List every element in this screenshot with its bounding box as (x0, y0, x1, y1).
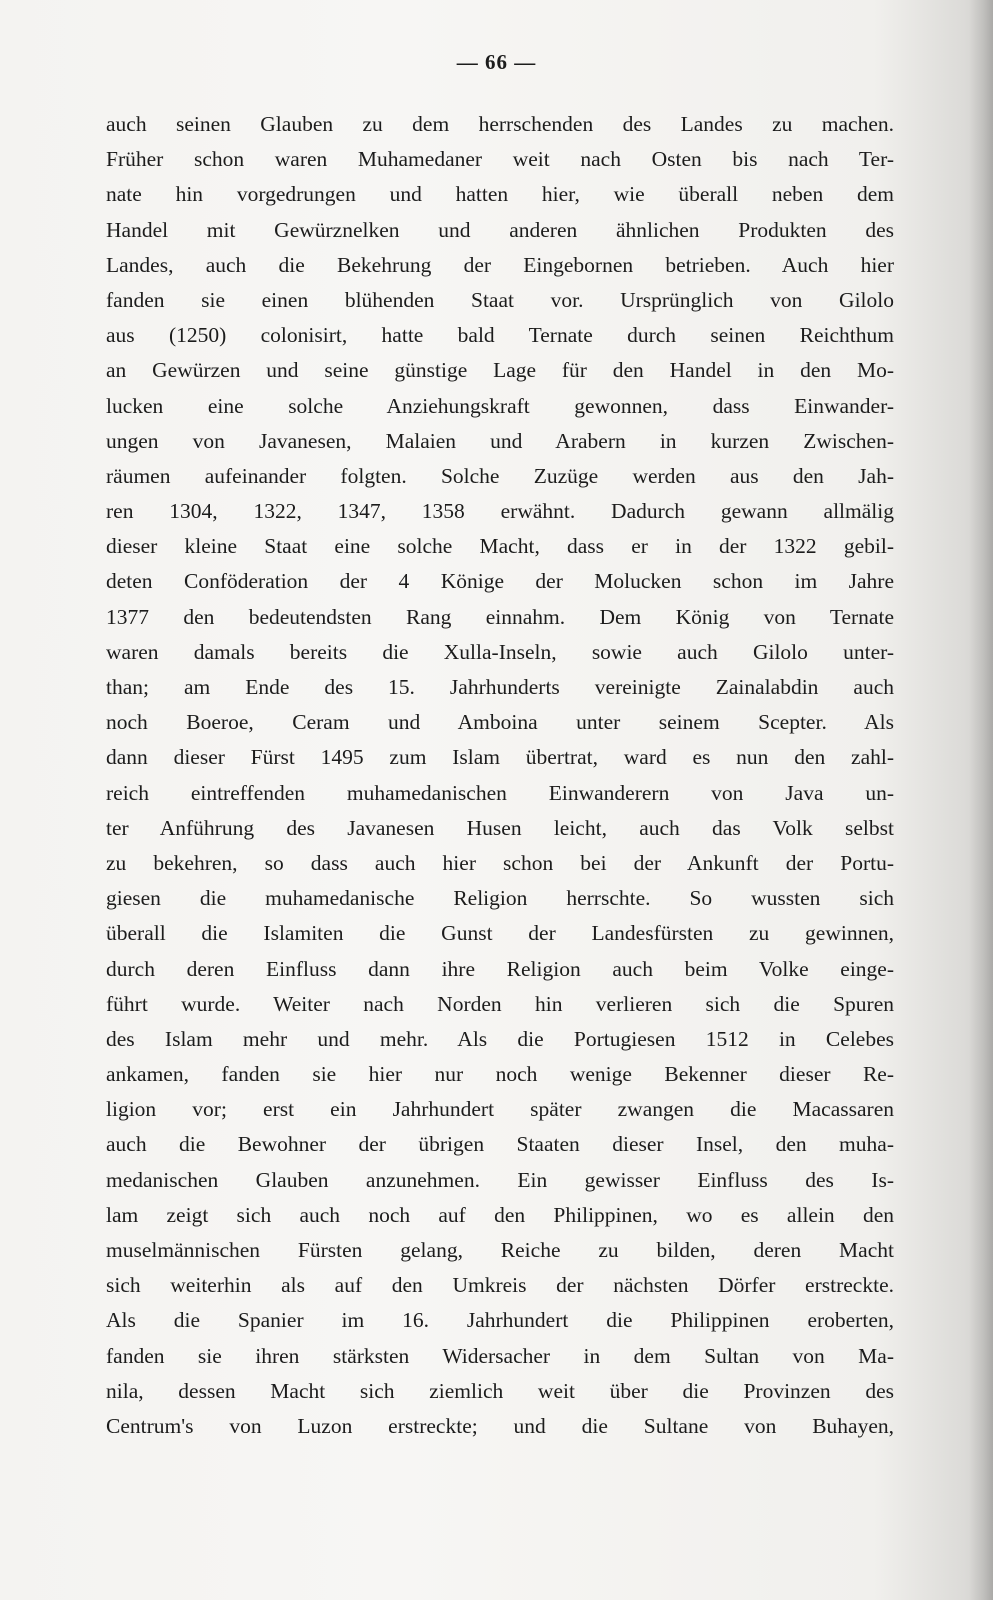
text-line: lucken eine solche Anziehungskraft gewonnen, dass Einwander- (106, 393, 894, 418)
text-line: ligion vor; erst ein Jahrhundert später zwangen die Macassaren (106, 1097, 894, 1122)
text-line: Als die Spanier im 16. Jahrhundert die Philippinen eroberten, (106, 1308, 894, 1333)
text-line: ter Anführung des Javanesen Husen leicht, auch das Volk selbst (106, 815, 894, 840)
text-line: auch seinen Glauben zu dem herrschenden des Landes zu machen. (106, 112, 894, 136)
text-line: dieser kleine Staat eine solche Macht, dass er in der 1322 gebil- (106, 534, 894, 559)
text-line: Centrum's von Luzon erstreckte; und die Sultane von Buhayen, (106, 1413, 894, 1438)
text-line: lam zeigt sich auch noch auf den Philippinen, wo es allein den (106, 1202, 894, 1227)
page-edge-shadow (969, 0, 993, 1600)
text-line: zu bekehren, so dass auch hier schon bei der Ankunft der Portu- (106, 850, 894, 875)
text-line: räumen aufeinander folgten. Solche Zuzüge werden aus den Jah- (106, 463, 894, 488)
text-line: nate hin vorgedrungen und hatten hier, wie überall neben dem (106, 182, 894, 207)
text-line: reich eintreffenden muhamedanischen Einwanderern von Java un- (106, 780, 894, 805)
text-line: than; am Ende des 15. Jahrhunderts vereinigte Zainalabdin auch (106, 675, 894, 699)
text-line: deten Conföderation der 4 Könige der Molucken schon im Jahre (106, 569, 894, 594)
text-line: noch Boeroe, Ceram und Amboina unter seinem Scepter. Als (106, 710, 894, 735)
text-line: aus (1250) colonisirt, hatte bald Ternate durch seinen Reichthum (106, 323, 894, 348)
text-line: überall die Islamiten die Gunst der Landesfürsten zu gewinnen, (106, 921, 894, 946)
text-line: des Islam mehr und mehr. Als die Portugiesen 1512 in Celebes (106, 1026, 894, 1051)
text-line: ankamen, fanden sie hier nur noch wenige Bekenner dieser Re- (106, 1062, 894, 1087)
text-line: fanden sie einen blühenden Staat vor. Ursprünglich von Gilolo (106, 287, 894, 312)
text-line: ren 1304, 1322, 1347, 1358 erwähnt. Dadurch gewann allmälig (106, 499, 894, 524)
body-text (106, 107, 894, 1444)
text-line: führt wurde. Weiter nach Norden hin verlieren sich die Spuren (106, 991, 894, 1016)
text-line: Landes, auch die Bekehrung der Eingebornen betrieben. Auch hier (106, 252, 894, 277)
text-line: an Gewürzen und seine günstige Lage für den Handel in den Mo- (106, 358, 894, 383)
text-line: fanden sie ihren stärksten Widersacher in dem Sultan von Ma- (106, 1343, 894, 1368)
text-line: dann dieser Fürst 1495 zum Islam übertrat, ward es nun den zahl- (106, 745, 894, 770)
text-line: waren damals bereits die Xulla-Inseln, sowie auch Gilolo unter- (106, 639, 894, 664)
page-number: — 66 — (456, 50, 537, 74)
text-line: muselmännischen Fürsten gelang, Reiche zu bilden, deren Macht (106, 1238, 894, 1262)
text-line: giesen die muhamedanische Religion herrschte. So wussten sich (106, 886, 894, 911)
text-line: 1377 den bedeutendsten Rang einnahm. Dem König von Ternate (106, 604, 894, 629)
text-line: auch die Bewohner der übrigen Staaten dieser Insel, den muha- (106, 1132, 894, 1157)
text-line: durch deren Einfluss dann ihre Religion auch beim Volke einge- (106, 956, 894, 981)
text-line: Früher schon waren Muhamedaner weit nach Osten bis nach Ter- (106, 147, 894, 172)
text-line: ungen von Javanesen, Malaien und Arabern in kurzen Zwischen- (106, 428, 894, 453)
text-line: medanischen Glauben anzunehmen. Ein gewisser Einfluss des Is- (106, 1167, 894, 1192)
text-line: Handel mit Gewürznelken und anderen ähnlichen Produkten des (106, 217, 894, 242)
text-line: sich weiterhin als auf den Umkreis der nächsten Dörfer erstreckte. (106, 1273, 894, 1298)
text-line: nila, dessen Macht sich ziemlich weit über die Provinzen des (106, 1378, 894, 1403)
